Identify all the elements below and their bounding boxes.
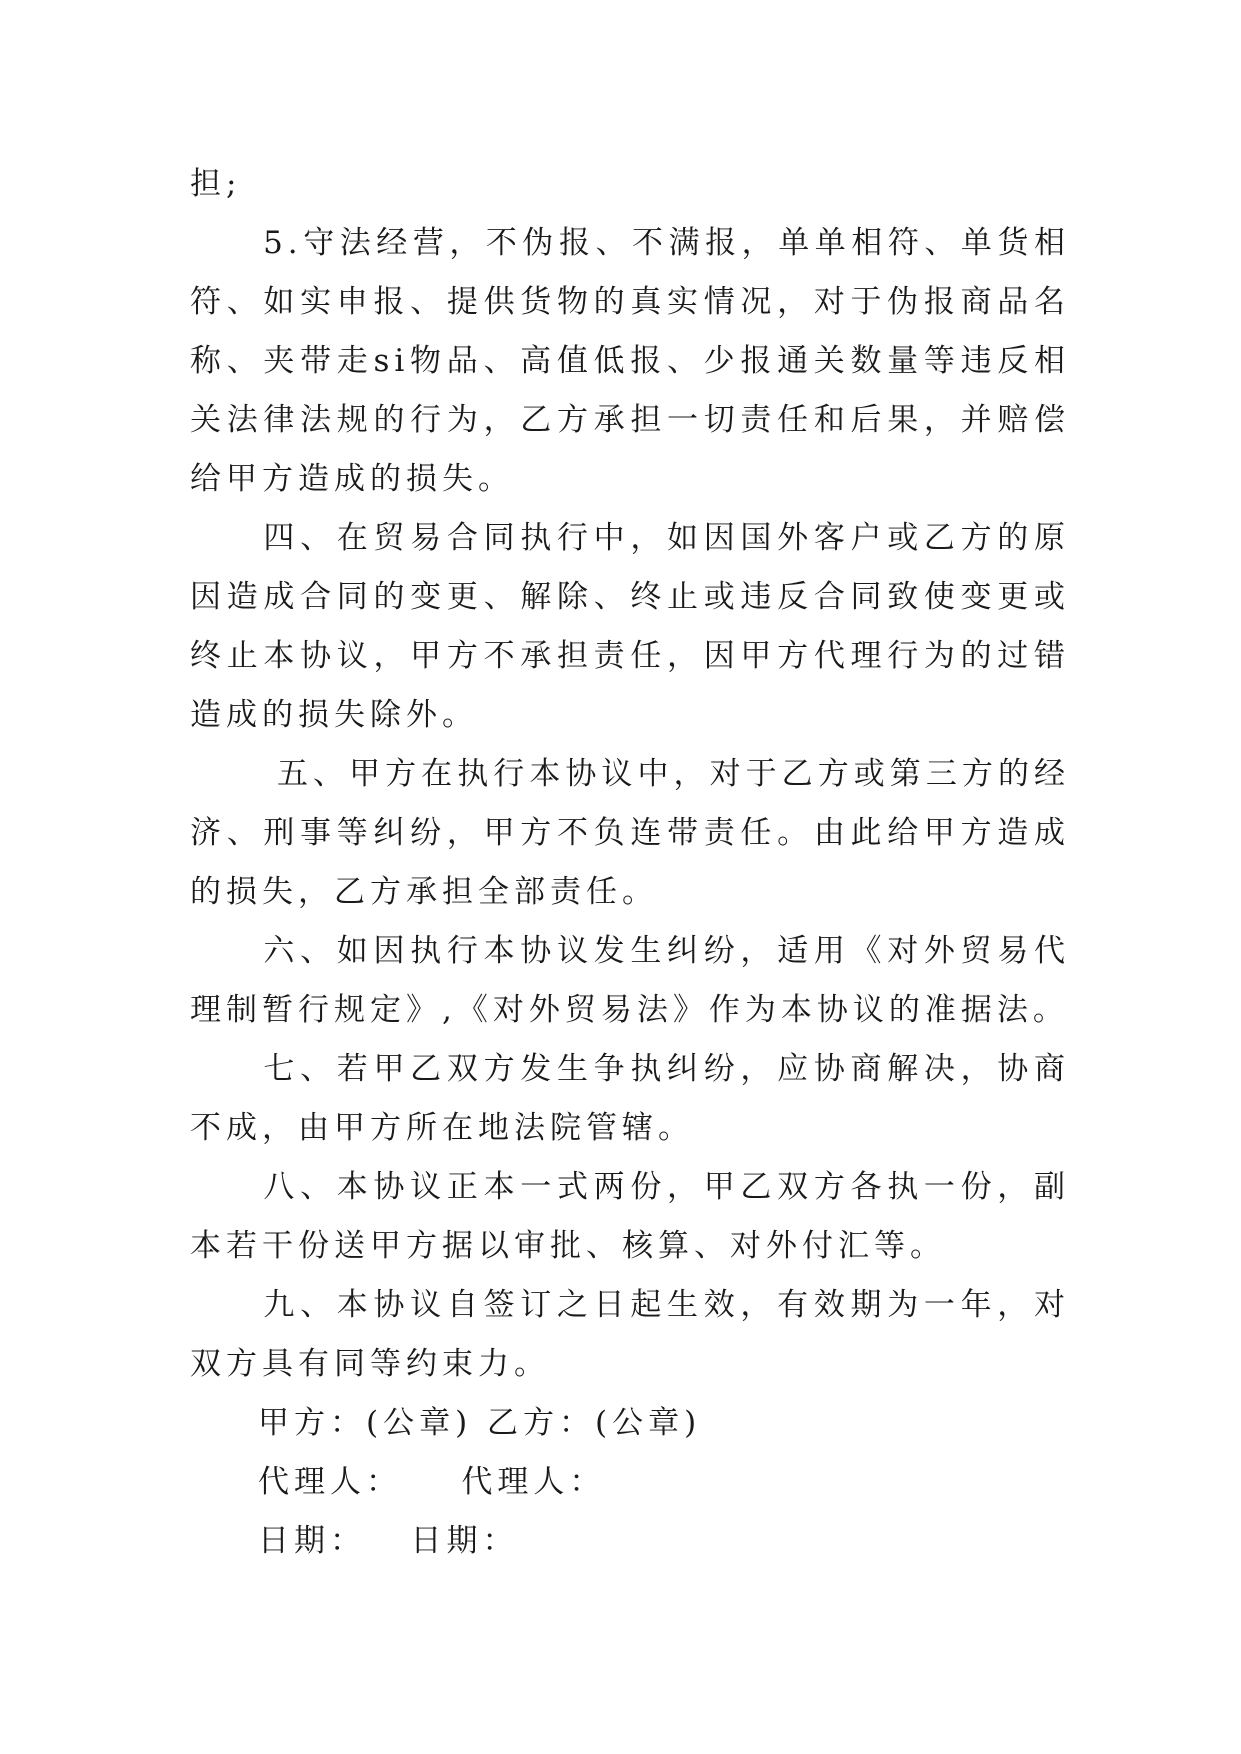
- paragraph-article-9: 九、本协议自签订之日起生效，有效期为一年，对双方具有同等约束力。: [190, 1287, 1070, 1382]
- paragraph-article-5: 五、甲方在执行本协议中，对于乙方或第三方的经济、刑事等纠纷，甲方不负连带责任。由此给甲方造成的损失，乙方承担全部责任。: [190, 756, 1070, 910]
- paragraph-article-8: 八、本协议正本一式两份，甲乙双方各执一份，副本若干份送甲方据以审批、核算、对外付汇等。: [190, 1169, 1070, 1264]
- paragraph-article-7: 七、若甲乙双方发生争执纠纷，应协商解决，协商不成，由甲方所在地法院管辖。: [190, 1051, 1070, 1146]
- paragraph-clause-5: 5.守法经营，不伪报、不满报，单单相符、单货相符、如实申报、提供货物的真实情况，对于伪报商品名称、夹带走si物品、高值低报、少报通关数量等违反相关法律法规的行为，乙方承担一切责任和后果，并赔偿给甲方造成的损失。: [190, 225, 1070, 497]
- document-body: [190, 155, 1070, 1571]
- signature-agent-line: 代理人： 代理人：: [258, 1464, 606, 1500]
- signature-seal-line: 甲方：(公章) 乙方：(公章): [258, 1405, 702, 1441]
- paragraph-article-4: 四、在贸易合同执行中，如因国外客户或乙方的原因造成合同的变更、解除、终止或违反合同致使变更或终止本协议，甲方不承担责任，因甲方代理行为的过错造成的损失除外。: [190, 520, 1070, 733]
- paragraph-continuation: 担;: [190, 166, 242, 202]
- signature-date-line: 日期： 日期：: [258, 1523, 519, 1559]
- paragraph-article-6: 六、如因执行本协议发生纠纷，适用《对外贸易代理制暂行规定》,《对外贸易法》作为本协议的准据法。: [190, 933, 1070, 1028]
